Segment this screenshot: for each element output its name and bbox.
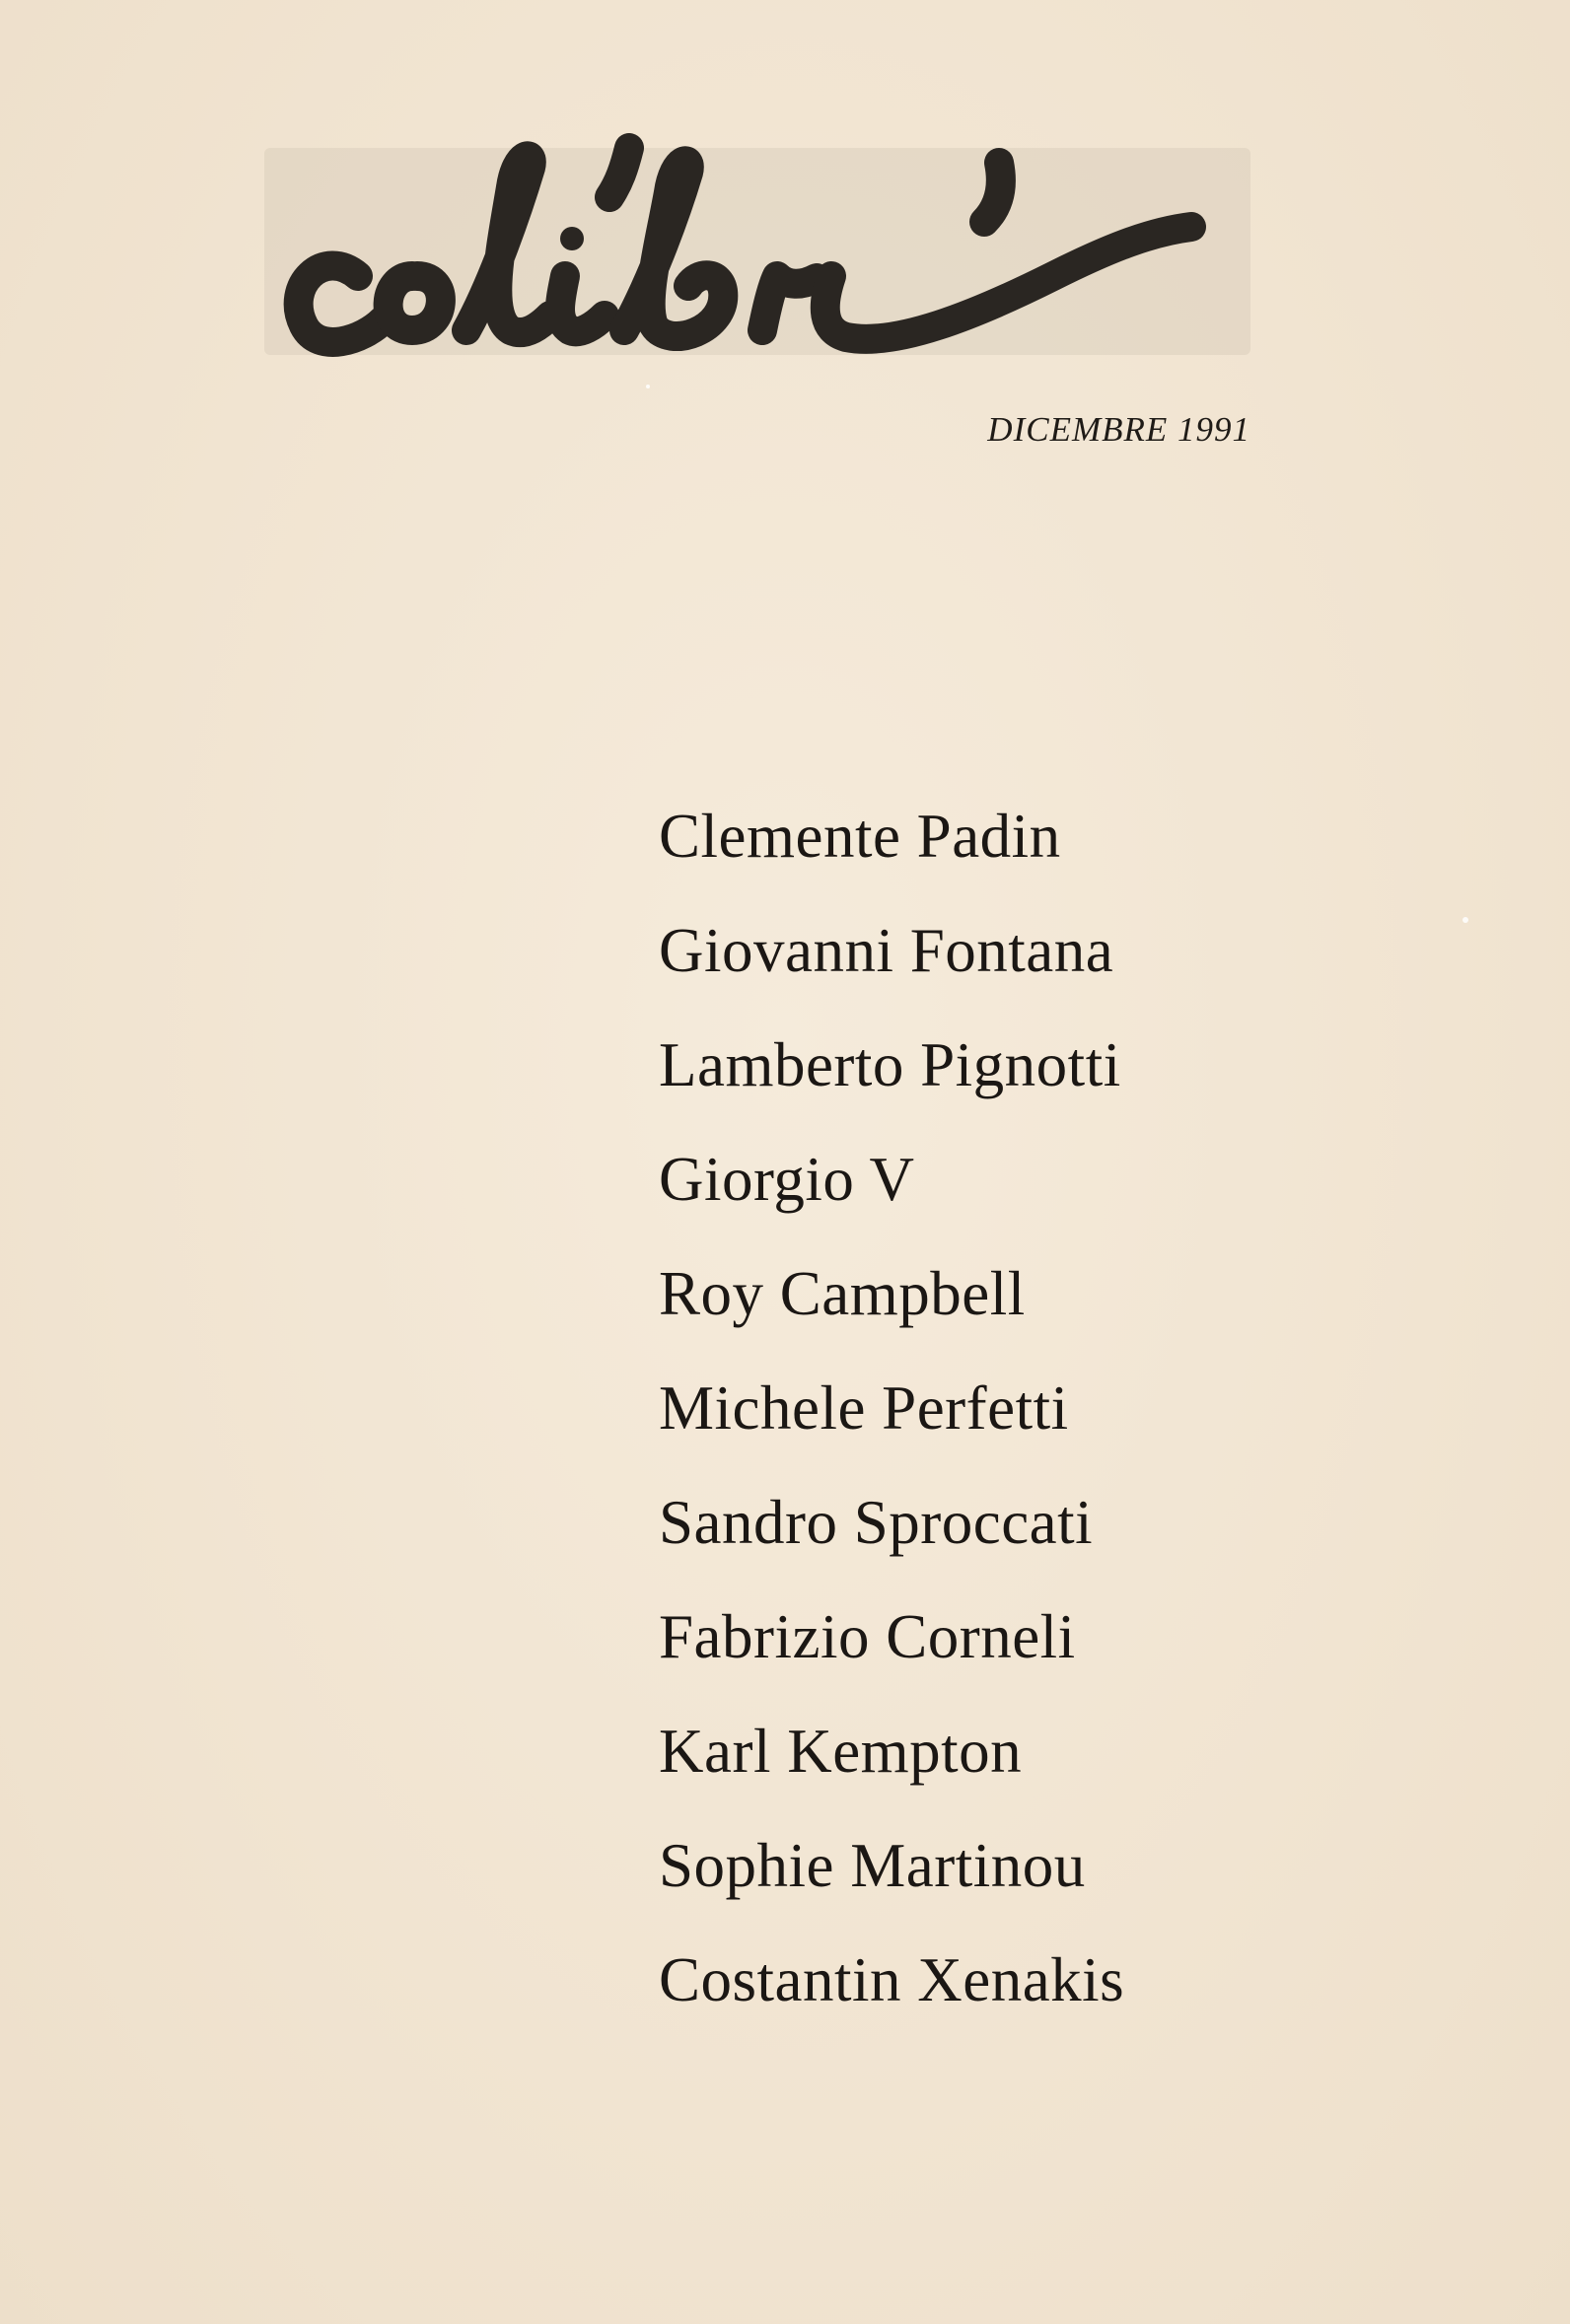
issue-date: DICEMBRE 1991 xyxy=(987,410,1250,449)
contributor-name: Sandro Sproccati xyxy=(659,1488,1094,1557)
contributor-name: Clemente Padin xyxy=(659,802,1061,871)
contributor-name: Roy Campbell xyxy=(659,1259,1026,1328)
contributor-name: Lamberto Pignotti xyxy=(659,1030,1121,1099)
paper-speck xyxy=(646,385,650,388)
contributor-name: Costantin Xenakis xyxy=(659,1945,1125,2014)
contributors-list xyxy=(659,779,1124,2037)
colibri-logo xyxy=(264,128,1256,404)
contributor-name: Giovanni Fontana xyxy=(659,916,1114,985)
contributor-name: Karl Kempton xyxy=(659,1717,1023,1786)
contributor-name: Giorgio V xyxy=(659,1145,915,1214)
contributor-name: Sophie Martinou xyxy=(659,1831,1086,1900)
paper-speck xyxy=(1463,917,1468,923)
contributor-name: Fabrizio Corneli xyxy=(659,1602,1076,1671)
masthead xyxy=(264,128,1256,404)
contributor-name: Michele Perfetti xyxy=(659,1373,1069,1443)
